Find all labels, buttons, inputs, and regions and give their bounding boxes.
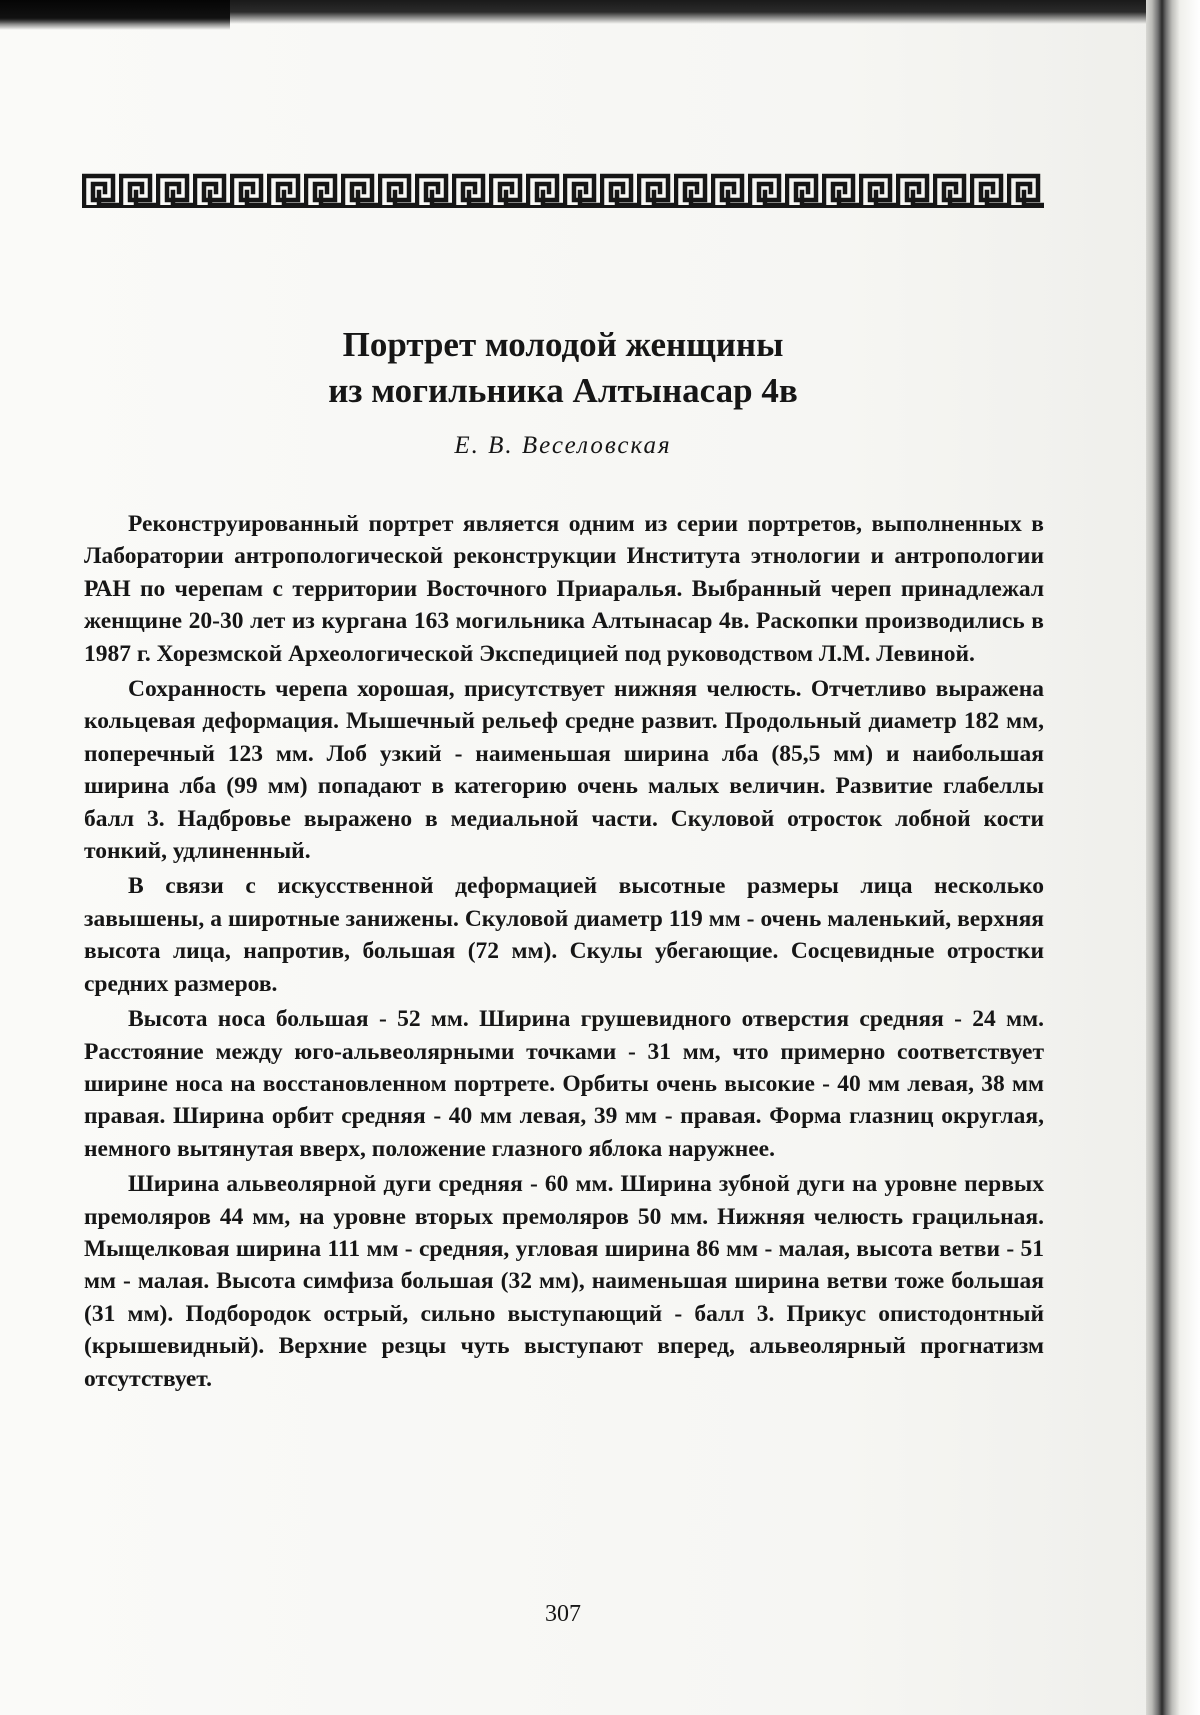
title-line-1: Портрет молодой женщины [342, 325, 784, 364]
title-line-2: из могильника Алтынасар 4в [328, 371, 798, 410]
paragraph-2: Сохранность черепа хорошая, присутствует нижняя челюсть. Отчетливо выражена кольцевая деформация. Мышечный рельеф средне развит. Продольный диаметр 182 мм, поперечный 123 мм. Лоб узкий - наименьшая ширина лба (85,5 мм) и наибольшая ширина лба (99 мм) попадают в категорию очень малых величин. Развитие глабеллы балл 3. Надбровье выражено в медиальной части. Скуловой отросток лобной кости тонкий, удлиненный. [84, 676, 1044, 865]
paragraph-5: Ширина альвеолярной дуги средняя - 60 мм. Ширина зубной дуги на уровне первых премоляров 44 мм, на уровне вторых премоляров 50 мм. Нижняя челюсть грацильная. Мыщелковая ширина 111 мм - средняя, угловая ширина 86 мм - малая, высота ветви - 51 мм - малая. Высота симфиза большая (32 мм), наименьшая ширина ветви тоже большая (31 мм). Подбородок острый, сильно выступающий - балл 3. Прикус опистодонтный (крышевидный). Верхние резцы чуть выступают вперед, альвеолярный прогнатизм отсутствует. [84, 1171, 1044, 1392]
article-body [84, 508, 1044, 1398]
book-spine-edge [1146, 0, 1200, 1715]
paragraph-1: Реконструированный портрет является одним из серии портретов, выполненных в Лаборатории антропологической реконструкции Института этнологии и антропологии РАН по черепам с территории Восточного Приаралья. Выбранный череп принадлежал женщине 20-30 лет из кургана 163 могильника Алтынасар 4в. Раскопки производились в 1987 г. Хорезмской Археологической Экспедицией под руководством Л.М. Левиной. [84, 511, 1044, 667]
paragraph-3: В связи с искусственной деформацией высотные размеры лица несколько завышены, а широтные занижены. Скуловой диаметр 119 мм - очень маленький, верхняя высота лица, напротив, большая (72 мм). Скулы убегающие. Сосцевидные отростки средних размеров. [84, 873, 1044, 997]
paragraph-4: Высота носа большая - 52 мм. Ширина грушевидного отверстия средняя - 24 мм. Расстояние между юго-альвеолярными точками - 31 мм, что примерно соответствует ширине носа на восстановленном портрете. Орбиты очень высокие - 40 мм левая, 38 мм правая. Ширина орбит средняя - 40 мм левая, 39 мм - правая. Форма глазниц округлая, немного вытянутая вверх, положение глазного яблока наружнее. [84, 1006, 1044, 1162]
article-title [82, 322, 1044, 414]
scan-corner-shadow [0, 0, 230, 30]
page-number: 307 [545, 1601, 581, 1627]
greek-key-border-icon [82, 172, 1044, 208]
author-name: Е. В. Веселовская [454, 432, 672, 459]
